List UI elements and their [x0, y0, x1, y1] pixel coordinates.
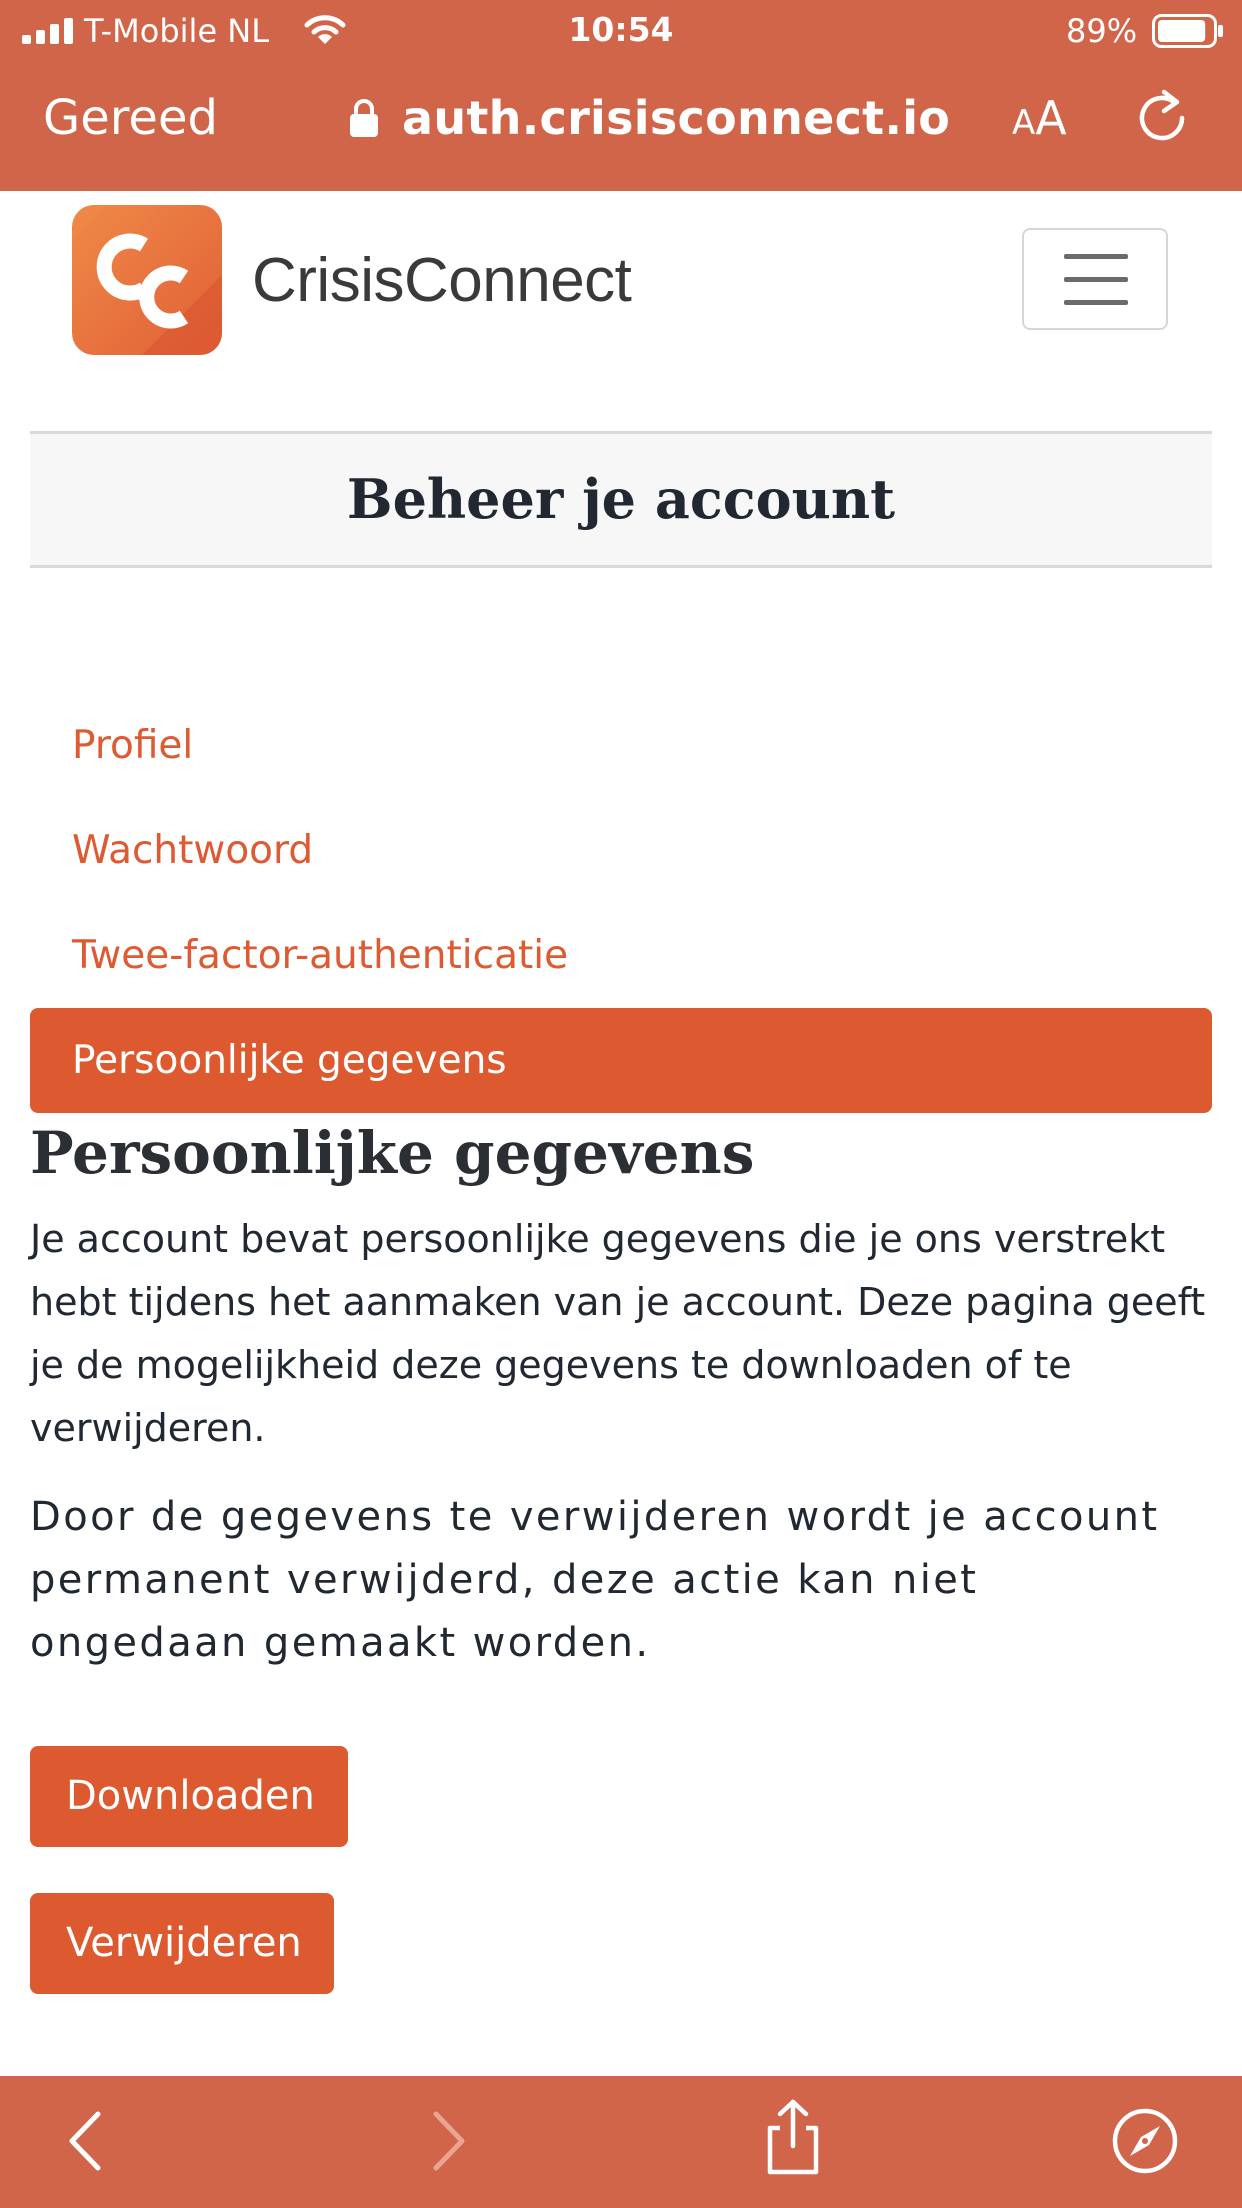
delete-button[interactable]: Verwijderen	[30, 1893, 334, 1994]
browser-top-chrome	[0, 0, 1242, 191]
battery-percentage: 89%	[1066, 12, 1138, 50]
reload-icon[interactable]	[1134, 88, 1190, 146]
hamburger-menu-button[interactable]	[1022, 228, 1168, 330]
browser-bottom-toolbar	[0, 2076, 1242, 2208]
nav-item-profiel[interactable]: Profiel	[72, 723, 194, 768]
menu-bar-line	[1064, 300, 1128, 305]
nav-item-wachtwoord[interactable]: Wachtwoord	[72, 828, 314, 873]
page-title-band	[30, 431, 1212, 568]
delete-warning: Door de gegevens te verwijderen wordt je account permanent verwijderd, deze actie kan niet ongedaan gemaakt worden.	[30, 1494, 1160, 1666]
brand-name: CrisisConnect	[252, 246, 632, 315]
crisisconnect-logo[interactable]	[72, 205, 222, 355]
site-header	[0, 191, 1242, 431]
lock-icon	[350, 99, 378, 137]
menu-bar-line	[1064, 254, 1128, 259]
status-bar	[0, 0, 1242, 62]
text-size-small-letter: A	[1012, 103, 1036, 143]
menu-bar-line	[1064, 277, 1128, 282]
back-icon[interactable]	[52, 2106, 122, 2176]
done-button[interactable]: Gereed	[43, 90, 218, 146]
battery-icon	[1152, 14, 1224, 48]
text-size-large-letter: A	[1035, 91, 1067, 145]
download-button[interactable]: Downloaden	[30, 1746, 348, 1847]
nav-item-twee-factor-authenticatie[interactable]: Twee-factor-authenticatie	[72, 933, 569, 978]
personal-data-section	[30, 1110, 1212, 1966]
page-title: Beheer je account	[346, 467, 896, 531]
url-bar	[0, 62, 1242, 191]
nav-item-persoonlijke-gegevens[interactable]: Persoonlijke gegevens	[30, 1008, 1212, 1113]
address-url[interactable]: auth.crisisconnect.io	[402, 91, 951, 145]
personal-data-description: Je account bevat persoonlijke gegevens die je ons verstrekt hebt tijdens het aanmaken van je account. Deze pagina geeft je de mogelijkheid deze gegevens te downloaden of te verwijderen.	[30, 1217, 1206, 1450]
status-time: 10:54	[568, 10, 674, 49]
share-icon[interactable]	[758, 2098, 828, 2176]
carrier-name: T-Mobile NL	[84, 12, 270, 50]
forward-icon[interactable]	[412, 2106, 482, 2176]
account-nav	[30, 693, 1212, 1113]
compass-icon[interactable]	[1110, 2106, 1180, 2176]
section-heading: Persoonlijke gegevens	[30, 1119, 755, 1187]
text-size-button[interactable]	[1012, 90, 1067, 151]
